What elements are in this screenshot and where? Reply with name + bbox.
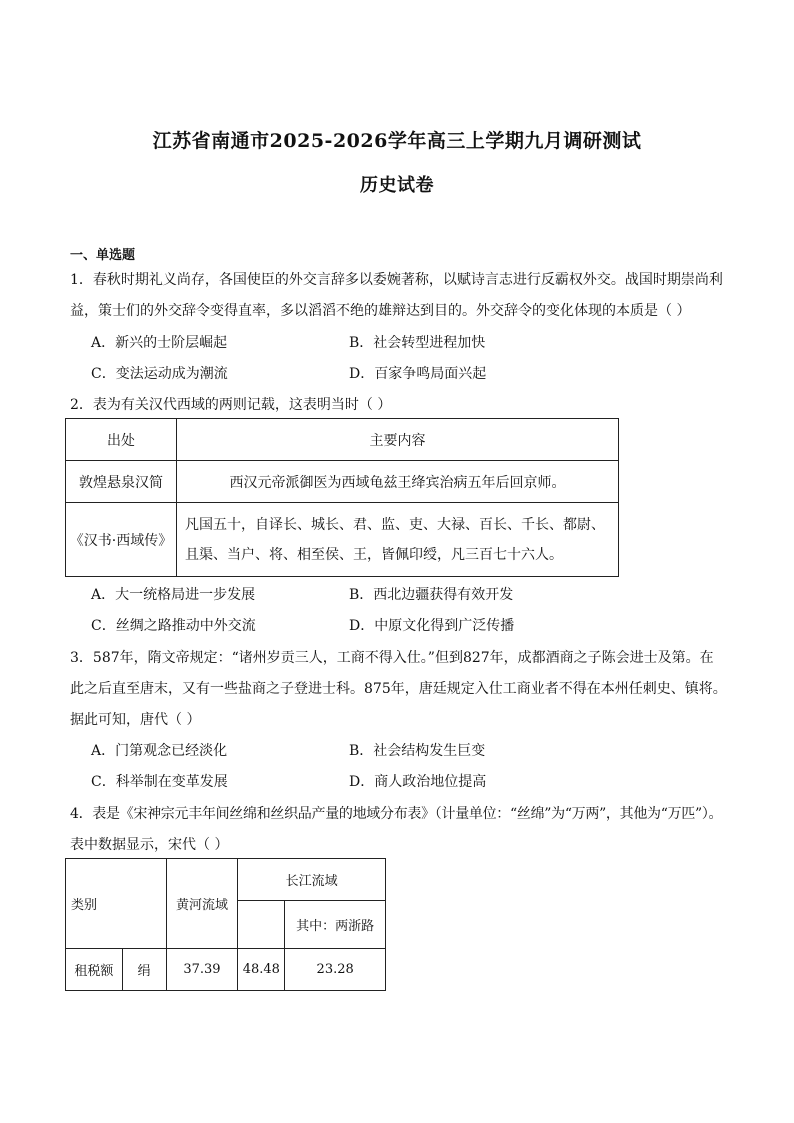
- q4-table-header-row: [66, 859, 386, 901]
- q2-header-source: 出处: [66, 419, 177, 461]
- q4-stem-line2: 表中数据显示，宋代（ ）: [70, 837, 229, 853]
- exam-subtitle: 历史试卷: [360, 175, 434, 196]
- q2-option-a: A．大一统格局进一步发展: [91, 587, 256, 603]
- q4-table: [65, 858, 386, 991]
- section-heading: 一、单选题: [70, 248, 136, 263]
- q1-option-a: A．新兴的士阶层崛起: [91, 335, 228, 351]
- q3-option-c: C．科举制在变革发展: [91, 774, 228, 790]
- q2-header-content: 主要内容: [177, 419, 619, 461]
- q2-row2-source: 《汉书·西域传》: [66, 503, 177, 577]
- q3-option-d: D．商人政治地位提高: [349, 774, 487, 790]
- q2-option-d: D．中原文化得到广泛传播: [349, 618, 515, 634]
- q3-stem-line2: 此之后直至唐末，又有一些盐商之子登进士科。875年，唐廷规定入仕工商业者不得在本州任刺史、镇将。: [70, 681, 727, 697]
- q4-stem-line1: 4．表是《宋神宗元丰年间丝绵和丝织品产量的地域分布表》（计量单位：“丝绵”为“万两”，其他为“万匹”）。: [70, 806, 723, 822]
- q2-option-b: B．西北边疆获得有效开发: [349, 587, 514, 603]
- q4-header-yellow-river: 黄河流域: [166, 859, 238, 949]
- q4-value-yangtze: 48.48: [238, 949, 285, 991]
- q1-stem-line2: 益，策士们的外交辞令变得直率，多以滔滔不绝的雄辩达到目的。外交辞令的变化体现的本质是（ ）: [70, 303, 691, 319]
- q2-row1-source: 敦煌悬泉汉简: [66, 461, 177, 503]
- q2-stem: 2．表为有关汉代西域的两则记载，这表明当时（ ）: [70, 397, 392, 413]
- table-row: [66, 949, 386, 991]
- q1-option-d: D．百家争鸣局面兴起: [349, 366, 487, 382]
- q3-option-a: A．门第观念已经淡化: [91, 743, 228, 759]
- q2-option-c: C．丝绸之路推动中外交流: [91, 618, 256, 634]
- q2-row2-content-line2: 且渠、当户、将、相至侯、王，皆佩印绶，凡三百七十六人。: [185, 546, 563, 563]
- q4-value-yellow-river: 37.39: [166, 949, 238, 991]
- q4-header-yangtze-total: [238, 901, 285, 949]
- q1-option-c: C．变法运动成为潮流: [91, 366, 228, 382]
- q1-stem-line1: 1．春秋时期礼义尚存，各国使臣的外交言辞多以委婉著称，以赋诗言志进行反霸权外交。战国时期崇尚利: [70, 272, 723, 288]
- q4-value-liangzhe: 23.28: [285, 949, 386, 991]
- table-row: [66, 461, 619, 503]
- q4-header-yangtze: 长江流域: [238, 859, 386, 901]
- q2-row2-content: [177, 503, 619, 577]
- q4-row-label: 租税额: [66, 949, 123, 991]
- q2-table: [65, 418, 619, 577]
- table-row: [66, 503, 619, 577]
- q2-row1-content: 西汉元帝派御医为西域龟兹王绛宾治病五年后回京师。: [177, 461, 619, 503]
- q1-option-b: B．社会转型进程加快: [349, 335, 486, 351]
- q4-header-liangzhe: 其中：两浙路: [285, 901, 386, 949]
- q4-header-category: 类别: [66, 859, 167, 949]
- exam-title: 江苏省南通市2025-2026学年高三上学期九月调研测试: [152, 130, 642, 152]
- q2-row2-content-line1: 凡国五十，自译长、城长、君、监、吏、大禄、百长、千长、都尉、: [185, 516, 605, 533]
- q2-table-header-row: [66, 419, 619, 461]
- q4-row-sublabel: 绢: [122, 949, 166, 991]
- q3-stem-line3: 据此可知，唐代（ ）: [70, 712, 201, 728]
- q3-option-b: B．社会结构发生巨变: [349, 743, 486, 759]
- q3-stem-line1: 3．587年，隋文帝规定：“诸州岁贡三人，工商不得入仕。”但到827年，成都酒商之子陈会进士及第。在: [70, 650, 714, 666]
